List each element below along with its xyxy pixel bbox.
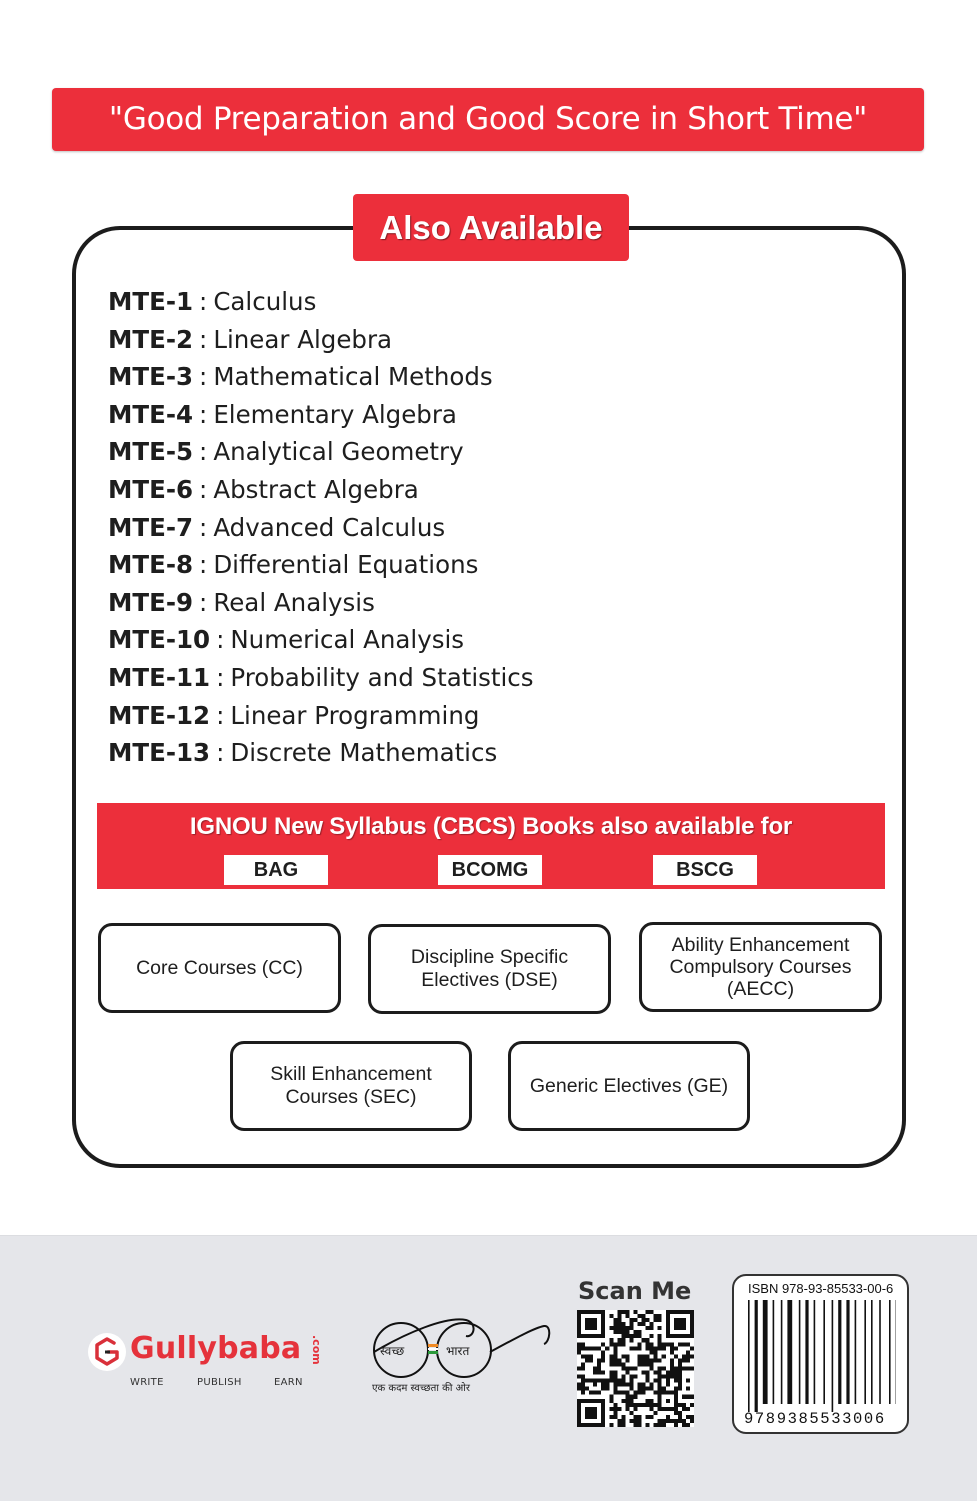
- course-item: [108, 321, 534, 359]
- course-separator: :: [199, 513, 207, 542]
- course-item: [108, 358, 534, 396]
- course-separator: :: [199, 437, 207, 466]
- course-separator: :: [199, 362, 207, 391]
- cbcs-banner: [97, 803, 885, 889]
- course-item: [108, 546, 534, 584]
- course-separator: :: [216, 701, 224, 730]
- isbn-label: ISBN 978-93-85533-00-6: [748, 1281, 893, 1296]
- course-item: [108, 697, 534, 735]
- course-name: Probability and Statistics: [230, 663, 533, 692]
- course-item: [108, 509, 534, 547]
- course-item: [108, 659, 534, 697]
- course-name: Elementary Algebra: [213, 400, 457, 429]
- course-code: MTE-13: [108, 738, 210, 767]
- course-list: [108, 283, 534, 772]
- course-name: Calculus: [213, 287, 316, 316]
- course-code: MTE-1: [108, 287, 193, 316]
- course-separator: :: [216, 663, 224, 692]
- publisher-tagline: EARN: [274, 1377, 303, 1388]
- category-label: Ability Enhancement Compulsory Courses (AECC): [650, 934, 871, 1000]
- course-code: MTE-11: [108, 663, 210, 692]
- course-item: [108, 433, 534, 471]
- tagline-banner: "Good Preparation and Good Score in Short Time": [52, 88, 924, 151]
- also-available-title: Also Available: [353, 194, 629, 261]
- course-name: Discrete Mathematics: [230, 738, 497, 767]
- course-code: MTE-9: [108, 588, 193, 617]
- program-badge-bscg: BSCG: [653, 855, 757, 885]
- category-box-dse: [368, 924, 611, 1014]
- publisher-tagline: PUBLISH: [197, 1377, 242, 1388]
- program-badge-bcomg: BCOMG: [438, 855, 542, 885]
- category-box-ge: [508, 1041, 750, 1131]
- course-separator: :: [199, 400, 207, 429]
- course-separator: :: [199, 475, 207, 504]
- hexagon-g-logo-icon: [88, 1333, 126, 1371]
- barcode-icon: [748, 1300, 896, 1412]
- course-separator: :: [216, 625, 224, 654]
- course-code: MTE-4: [108, 400, 193, 429]
- course-item: [108, 283, 534, 321]
- course-item: [108, 584, 534, 622]
- course-code: MTE-8: [108, 550, 193, 579]
- category-label: Generic Electives (GE): [530, 1075, 728, 1098]
- course-name: Abstract Algebra: [213, 475, 418, 504]
- publisher-logo: [88, 1333, 338, 1393]
- course-name: Real Analysis: [213, 588, 375, 617]
- course-code: MTE-12: [108, 701, 210, 730]
- publisher-name: Gullybaba: [130, 1331, 301, 1366]
- publisher-tagline: WRITE: [130, 1377, 164, 1388]
- qr-code-icon[interactable]: [577, 1310, 694, 1427]
- course-code: MTE-2: [108, 325, 193, 354]
- course-separator: :: [199, 550, 207, 579]
- program-badge-bag: BAG: [224, 855, 328, 885]
- course-item: [108, 734, 534, 772]
- category-box-sec: [230, 1041, 472, 1131]
- course-name: Analytical Geometry: [213, 437, 463, 466]
- course-name: Mathematical Methods: [213, 362, 492, 391]
- publisher-domain: .com: [310, 1335, 323, 1365]
- category-box-cc: [98, 923, 341, 1013]
- swachh-slogan: एक कदम स्वच्छता की ओर: [372, 1380, 470, 1394]
- course-separator: :: [199, 325, 207, 354]
- course-code: MTE-3: [108, 362, 193, 391]
- course-separator: :: [199, 287, 207, 316]
- course-separator: :: [199, 588, 207, 617]
- course-item: [108, 621, 534, 659]
- swachh-right-word: भारत: [446, 1342, 469, 1359]
- category-label: Skill Enhancement Courses (SEC): [241, 1063, 461, 1109]
- course-name: Linear Algebra: [213, 325, 392, 354]
- course-code: MTE-6: [108, 475, 193, 504]
- course-name: Differential Equations: [213, 550, 478, 579]
- category-label: Core Courses (CC): [136, 957, 303, 980]
- course-item: [108, 396, 534, 434]
- swachh-left-word: स्वच्छ: [380, 1342, 404, 1359]
- course-code: MTE-7: [108, 513, 193, 542]
- category-box-aecc: [639, 922, 882, 1012]
- swachh-bharat-logo: [366, 1308, 556, 1398]
- isbn-barcode: [732, 1274, 909, 1434]
- isbn-digits: 9789385533006: [744, 1410, 886, 1428]
- course-item: [108, 471, 534, 509]
- course-name: Numerical Analysis: [230, 625, 464, 654]
- course-code: MTE-5: [108, 437, 193, 466]
- course-separator: :: [216, 738, 224, 767]
- course-name: Advanced Calculus: [213, 513, 445, 542]
- cbcs-title: IGNOU New Syllabus (CBCS) Books also available for: [97, 813, 885, 841]
- course-name: Linear Programming: [230, 701, 479, 730]
- category-label: Discipline Specific Electives (DSE): [379, 946, 600, 992]
- course-code: MTE-10: [108, 625, 210, 654]
- scan-me-label: Scan Me: [578, 1277, 691, 1305]
